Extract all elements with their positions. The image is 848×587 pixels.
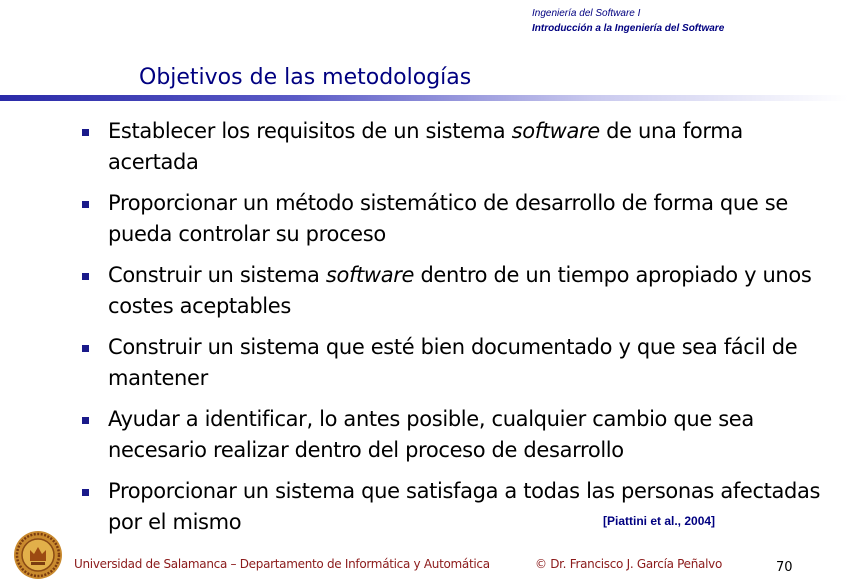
- bullet-text: Construir un sistema: [108, 263, 326, 287]
- bullet-item: [78, 404, 838, 466]
- course-header: [532, 6, 724, 36]
- university-seal-icon: [13, 530, 63, 580]
- bullet-text: Proporcionar un método sistemático de desarrollo de forma que se pueda controlar su proceso: [108, 191, 788, 246]
- bullet-item: [78, 476, 838, 538]
- bullet-emphasis: software: [325, 263, 415, 287]
- bullet-text-end: dentro de un tiempo apropiado y unos costes aceptables: [108, 263, 812, 318]
- bullet-list: [78, 116, 838, 548]
- bullet-text-end: de una forma acertada: [108, 119, 743, 174]
- footer-institution: Universidad de Salamanca – Departamento de Informática y Automática: [74, 557, 490, 571]
- bullet-item: [78, 116, 838, 178]
- footer-author: © Dr. Francisco J. García Peñalvo: [535, 557, 722, 571]
- bullet-text: Proporcionar un sistema que satisfaga a todas las personas afectadas por el mismo: [108, 479, 821, 534]
- slide-title: Objetivos de las metodologías: [139, 65, 472, 90]
- square-bullet-icon: [82, 201, 89, 208]
- square-bullet-icon: [82, 417, 89, 424]
- course-name: Ingeniería del Software I: [532, 8, 641, 19]
- bullet-text: Establecer los requisitos de un sistema: [108, 119, 512, 143]
- bullet-item: [78, 188, 838, 250]
- square-bullet-icon: [82, 273, 89, 280]
- bullet-emphasis: software: [511, 119, 600, 143]
- citation: [Piattini et al., 2004]: [603, 514, 716, 528]
- square-bullet-icon: [82, 489, 89, 496]
- title-underline-bar: [0, 95, 848, 101]
- bullet-text: Construir un sistema que esté bien documentado y que sea fácil de mantener: [108, 335, 798, 390]
- course-topic: Introducción a la Ingeniería del Software: [532, 23, 725, 34]
- square-bullet-icon: [82, 345, 89, 352]
- square-bullet-icon: [82, 129, 89, 136]
- bullet-item: [78, 332, 838, 394]
- page-number: 70: [776, 560, 793, 575]
- bullet-item: [78, 260, 838, 322]
- bullet-text: Ayudar a identificar, lo antes posible, cualquier cambio que sea necesario realizar dentro del proceso de desarrollo: [108, 407, 754, 462]
